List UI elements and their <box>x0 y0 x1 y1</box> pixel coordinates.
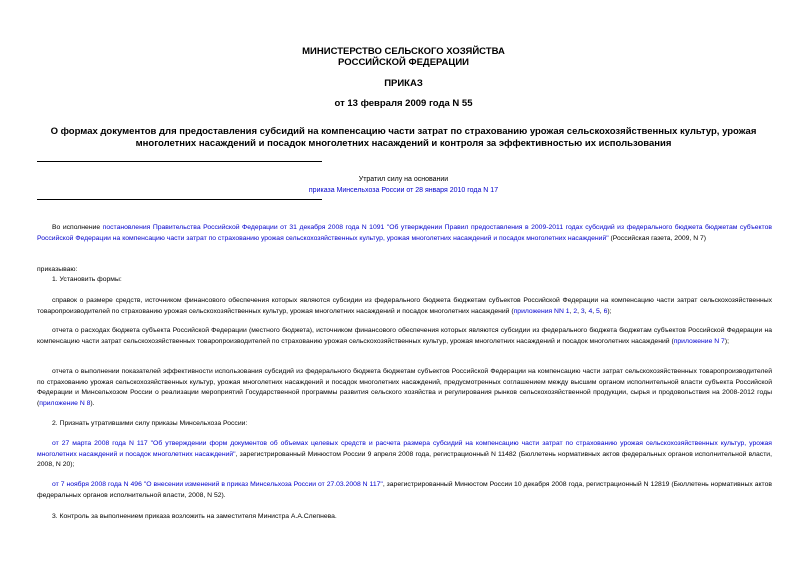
form-1-text: справок о размере средств, источником финансового обеспечения которых являются субсидии из федерального бюджета бюджетам субъектов Российской Федерации на компенсацию части затрат сельскохозяйственных товаропроизводителей по страхованию урожая сельскохозяйственных культур, урожая многолетних насаждений и посадок многолетних насаждений ( <box>37 297 772 315</box>
appendix-1-link[interactable]: приложения NN 1 <box>513 307 570 315</box>
item-2: 2. Признать утратившими силу приказы Минсельхоза России: <box>52 420 248 427</box>
ministry-line-2: РОССИЙСКОЙ ФЕДЕРАЦИИ <box>337 57 469 68</box>
form-3-text: отчета о выполнении показателей эффективности использования субсидий из федерального бюджета бюджетам субъектов Российской Федерации на компенсацию части затрат сельскохозяйственных товаропроизводителей по страхованию урожая сельскохозяйственных культур, урожая многолетних насаждений и посадок многолетних насаждений, предусмотренных соглашением между высшим органом исполнительной власти субъекта Российской Федерации и Минсельхозом России о реализации мероприятий Государственной программы развития сельского хозяйства и регулирования рынков сельскохозяйственной продукции, сырья и продовольствия на 2008-2012 годы ( <box>37 368 772 407</box>
repeal-1-suffix: , зарегистрированный Минюстом России 9 апреля 2008 года, регистрационный N 11482 (Бюллетень нормативных актов федеральных органов исполнительной власти, 2008, N 20); <box>37 450 772 468</box>
appendix-2-link[interactable]: 2 <box>573 307 578 315</box>
order-word: приказываю: <box>37 266 78 273</box>
form-3-paragraph <box>37 367 772 409</box>
repeal-1-paragraph <box>37 439 772 471</box>
appendix-5-link[interactable]: 5 <box>596 307 600 315</box>
validity-note: Утратил силу на основании <box>358 176 449 183</box>
form-3-suffix: ). <box>90 399 95 407</box>
repeal-2-suffix: , зарегистрированный Минюстом России 10 декабря 2008 года, регистрационный N 12819 (Бюллетень нормативных актов федеральных органов исполнительной власти, 2008, N 52). <box>37 481 772 499</box>
validity-link-line <box>0 186 807 195</box>
repeal-2-paragraph <box>37 480 772 501</box>
doc-date: от 13 февраля 2009 года N 55 <box>334 98 473 109</box>
appendix-3-link[interactable]: 3 <box>580 307 585 315</box>
government-decree-link[interactable]: постановления Правительства Российской Федерации от 31 декабря 2008 года N 1091 "Об утверждении Правил предоставления в 2009-2011 годах субсидий из федерального бюджета бюджетам субъектов Российской Федерации на компенсацию части затрат по страхованию урожая сельскохозяйственных культур, урожая многолетних насаждений и посадок многолетних насаждений" <box>37 224 772 242</box>
preamble-prefix: Во исполнение <box>52 224 103 231</box>
form-1-paragraph: справок о размере средств, источником финансового обеспечения которых являются субсидии из федерального бюджета бюджетам субъектов Российской Федерации на компенсацию части затрат сельскохозяйственных товаропроизводителей по страхованию урожая сельскохозяйственных культур, урожая многолетних насаждений и посадок многолетних насаждений (приложения NN 1, 2, 3, 4, 5, 6); <box>37 297 772 315</box>
appendix-4-link[interactable]: 4 <box>588 307 593 315</box>
form-2-text: отчета о расходах бюджета субъекта Российской Федерации (местного бюджета), источником финансового обеспечения которых являются субсидии из федерального бюджета бюджетам субъектов Российской Федерации на компенсацию части затрат сельскохозяйственных товаропроизводителей по страхованию урожая сельскохозяйственных культур, урожая многолетних насаждений и посадок многолетних насаждений ( <box>37 327 772 345</box>
validity-link[interactable]: приказа Минсельхоза России от 28 января 2010 года N 17 <box>308 187 499 194</box>
divider-bottom <box>37 199 322 200</box>
divider-top <box>37 161 322 162</box>
preamble-suffix: (Российская газета, 2009, N 7) <box>608 234 707 242</box>
preamble-paragraph <box>37 223 772 244</box>
item-3: 3. Контроль за выполнением приказа возложить на заместителя Министра А.А.Слепнева. <box>52 513 337 520</box>
order-117-link[interactable]: от 27 марта 2008 года N 117 "Об утверждении форм документов об объемах целевых средств и расчета размера субсидий на компенсацию части затрат по страхованию урожая сельскохозяйственных культур, урожая многолетних насаждений и посадок многолетних насаждений" <box>37 440 772 458</box>
appendix-8-link[interactable]: приложение N 8 <box>39 399 91 407</box>
form-2-suffix: ); <box>724 337 729 345</box>
order-496-link[interactable]: от 7 ноября 2008 года N 496 "О внесении изменений в приказ Минсельхоза России от 27.03.2008 N 117" <box>52 481 383 488</box>
form-1-suffix: ); <box>607 307 612 315</box>
form-2-paragraph <box>37 326 772 347</box>
appendix-7-link[interactable]: приложение N 7 <box>673 337 725 345</box>
item-1: 1. Установить формы: <box>52 276 122 283</box>
appendix-6-link[interactable]: 6 <box>603 307 608 315</box>
doc-title: О формах документов для предоставления субсидий на компенсацию части затрат по страхованию урожая сельскохозяйственных культур, урожая многолетних насаждений и посадок многолетних насаждений и контроля за эффективностью их использования <box>50 126 757 149</box>
ministry-line-1: МИНИСТЕРСТВО СЕЛЬСКОГО ХОЗЯЙСТВА <box>302 46 505 57</box>
doc-type: ПРИКАЗ <box>384 78 423 89</box>
